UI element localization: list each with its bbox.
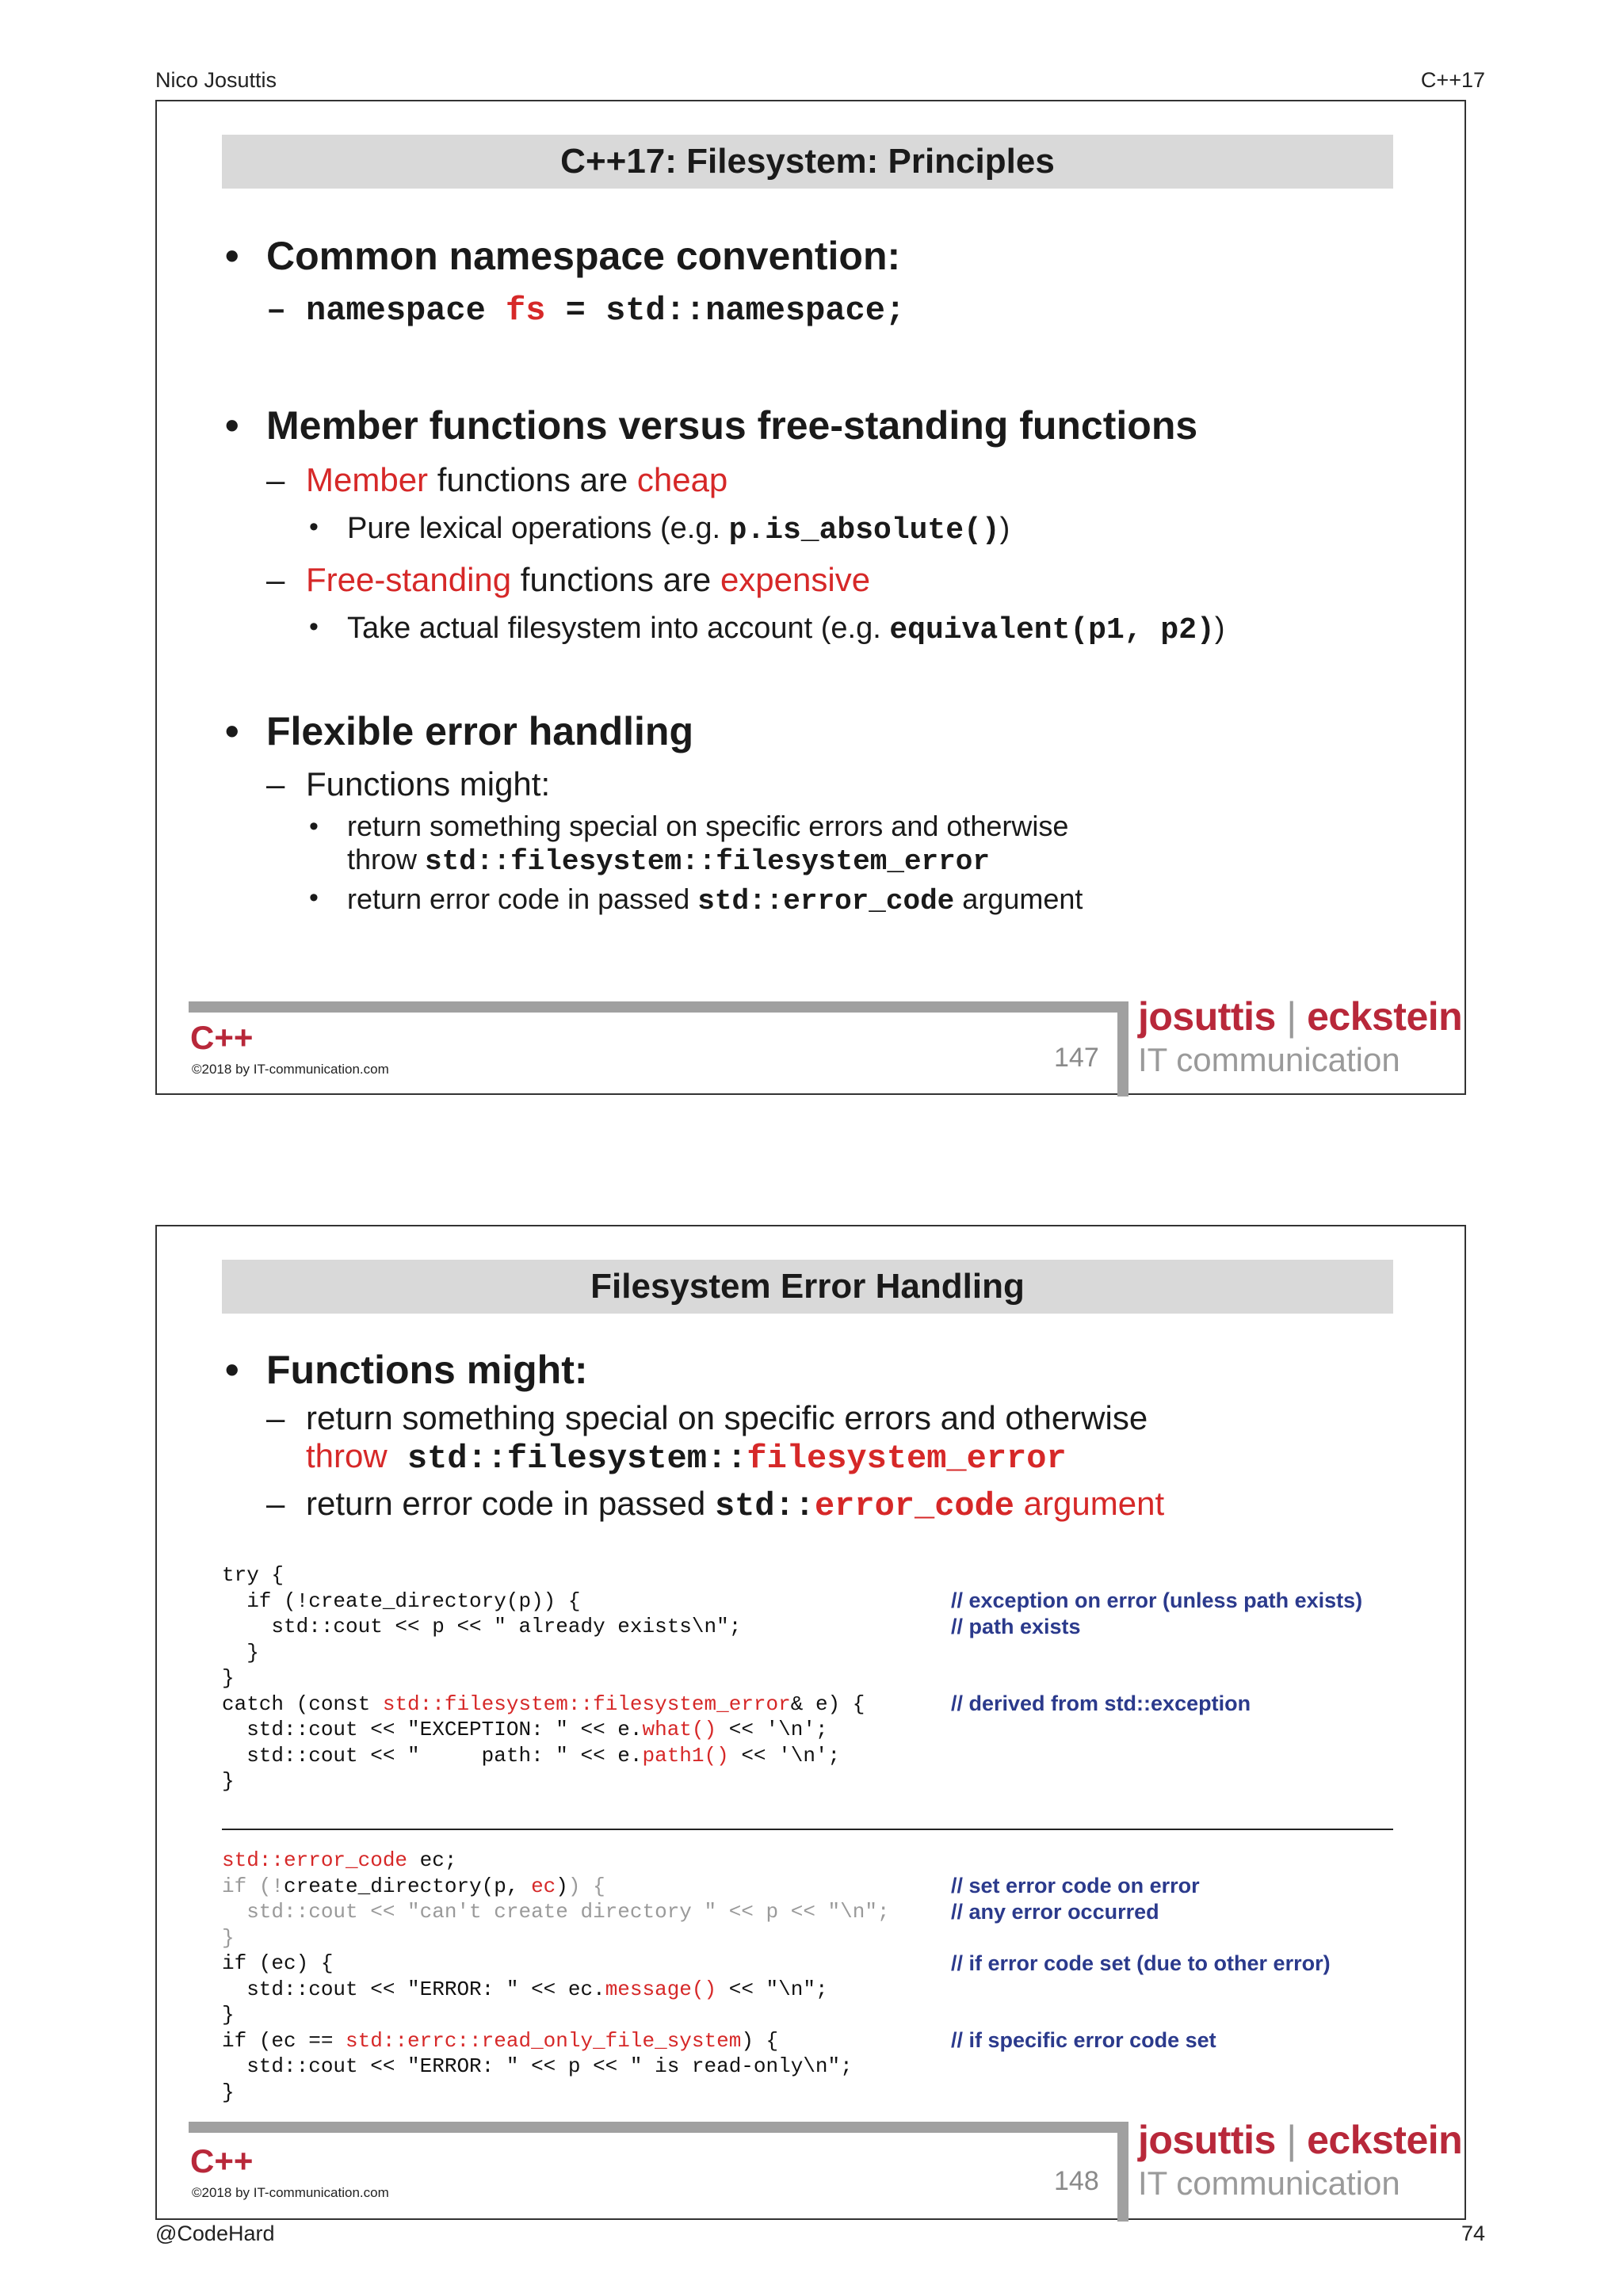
sub-actual-filesystem: • Take actual filesystem into account (e.g. equivalent(p1, p2)) [347,612,1224,647]
bullet-member-vs-free: • Member functions versus free-standing functions [266,402,1197,448]
footer-divider [1117,2122,1128,2222]
cpp-logo: C++ [190,1019,254,1056]
code-separator [222,1829,1393,1830]
copyright: ©2018 by IT-communication.com [192,1062,389,1077]
comment-path-exists: // path exists [951,1615,1081,1638]
dash-member-cheap: – Member functions are cheap [306,461,727,499]
slide-number: 148 [1054,2166,1099,2196]
josuttis-eckstein-logo: josuttis | eckstein [1138,2118,1463,2162]
comment-exception-on-error: // exception on error (unless path exists) [951,1589,1363,1612]
josuttis-eckstein-logo: josuttis | eckstein [1138,994,1463,1039]
copyright: ©2018 by IT-communication.com [192,2185,389,2200]
dash-return-error-code: – return error code in passed std::error_code argument [306,1485,1164,1525]
comment-derived-from-exception: // derived from std::exception [951,1691,1251,1715]
footer-divider [1117,1001,1128,1097]
slide-number: 147 [1054,1043,1099,1073]
dash-free-expensive: – Free-standing functions are expensive [306,561,870,599]
page-number: 74 [1461,2222,1485,2245]
footer-bar [189,2122,1121,2133]
dash-functions-might: – Functions might: [306,765,550,803]
dash-return-special: – return something special on specific errors and otherwise throw std::filesystem::filesystem_error [306,1399,1148,1478]
sub-return-error-code: • return error code in passed std::error_code argument [347,883,1083,917]
namespace-code: – namespace fs = std::namespace; [306,292,905,330]
slide-title: C++17: Filesystem: Principles [222,135,1393,189]
sub-return-special: • return something special on specific errors and otherwise throw std::filesystem::filesystem_error [347,810,1068,879]
sub-pure-lexical: • Pure lexical operations (e.g. p.is_absolute()) [347,512,1010,547]
bullet-error-handling: • Flexible error handling [266,708,693,754]
slide-title: Filesystem Error Handling [222,1260,1393,1314]
page-footer-handle: @CodeHard [155,2222,275,2245]
cpp-logo: C++ [190,2142,254,2180]
comment-if-specific-error: // if specific error code set [951,2028,1216,2052]
comment-set-error-code: // set error code on error [951,1874,1200,1897]
code-block-exception: try { if (!create_directory(p)) { std::cout << p << " already exists\n"; } } catch (const std::filesystem::filesystem_error& e) { std::cout << "EXCEPTION: " << e.what() << '\n'; std::cout << " path: " << e.path1() << '\n'; } [222,1563,865,1793]
bullet-functions-might: • Functions might: [266,1347,588,1393]
comment-any-error: // any error occurred [951,1900,1159,1924]
it-communication-logo: IT communication [1138,1041,1400,1078]
bullet-namespace: • Common namespace convention: [266,233,900,279]
comment-if-error-code-set: // if error code set (due to other error) [951,1951,1331,1975]
page-header-author: Nico Josuttis [155,68,277,92]
footer-bar [189,1001,1121,1013]
code-block-error-code: std::error_code ec; if (!create_directory(p, ec)) { std::cout << "can't create directory " << p << "\n"; } if (ec) { std::cout << "ERROR: " << ec.message() << "\n"; } if (ec == std::errc::read_only_file_system) { std::cout << "ERROR: " << p << " is read-only\n"; } [222,1848,890,2104]
slide-148 [155,1225,1466,2220]
page-header-topic: C++17 [1420,68,1485,92]
slide-147 [155,100,1466,1095]
it-communication-logo: IT communication [1138,2164,1400,2202]
